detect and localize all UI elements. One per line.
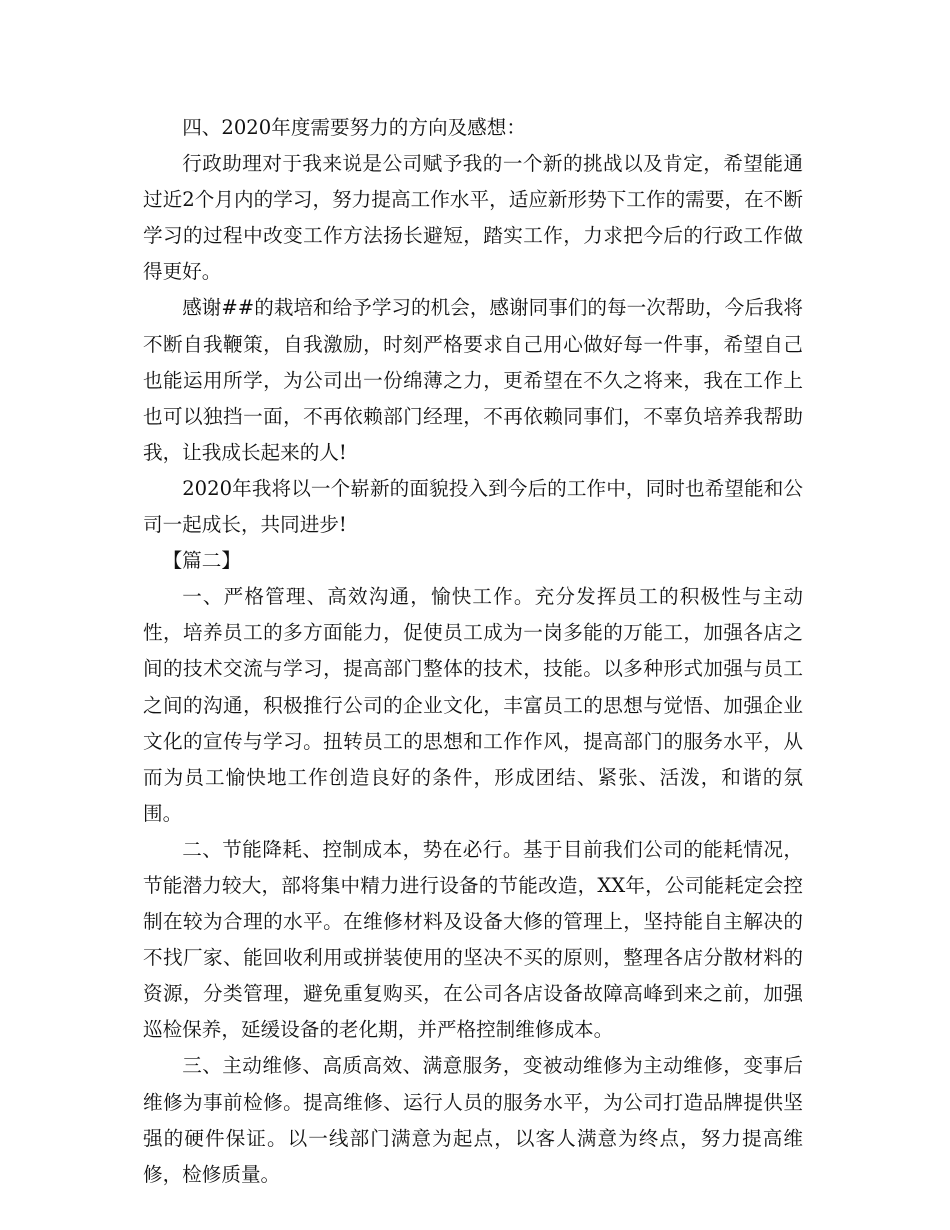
paragraph-2020-outlook: 2020年我将以一个崭新的面貌投入到今后的工作中，同时也希望能和公司一起成长，共同进步! bbox=[143, 476, 803, 537]
document-page bbox=[143, 110, 803, 1193]
section-title-part-two: 【篇二】 bbox=[162, 549, 241, 573]
paragraph-thanks: 感谢##的栽培和给予学习的机会，感谢同事们的每一次帮助，今后我将不断自我鞭策，自我激励，时刻严格要求自己用心做好每一件事，希望自己也能运用所学，为公司出一份绵薄之力，更希望在不久之将来，我在工作上也可以独挡一面，不再依赖部门经理，不再依赖同事们，不辜负培养我帮助我，让我成长起来的人! bbox=[143, 296, 803, 464]
paragraph-management: 一、严格管理、高效沟通，愉快工作。充分发挥员工的积极性与主动性，培养员工的多方面能力，促使员工成为一岗多能的万能工，加强各店之间的技术交流与学习，提高部门整体的技术，技能。以多种形式加强与员工之间的沟通，积极推行公司的企业文化，丰富员工的思想与觉悟、加强企业文化的宣传与学习。扭转员工的思想和工作作风，提高部门的服务水平，从而为员工愉快地工作创造良好的条件，形成团结、紧张、活泼，和谐的氛围。 bbox=[143, 585, 803, 825]
paragraph-maintenance: 三、主动维修、高质高效、满意服务，变被动维修为主动维修，变事后维修为事前检修。提高维修、运行人员的服务水平，为公司打造品牌提供坚强的硬件保证。以一线部门满意为起点，以客人满意为终点，努力提高维修，检修质量。 bbox=[143, 1054, 803, 1186]
paragraph-admin-assistant: 行政助理对于我来说是公司赋予我的一个新的挑战以及肯定，希望能通过近2个月内的学习，努力提高工作水平，适应新形势下工作的需要，在不断学习的过程中改变工作方法扬长避短，踏实工作，力求把今后的行政工作做得更好。 bbox=[143, 152, 803, 284]
paragraph-energy-saving: 二、节能降耗、控制成本，势在必行。基于目前我们公司的能耗情况，节能潜力较大，部将集中精力进行设备的节能改造，XX年，公司能耗定会控制在较为合理的水平。在维修材料及设备大修的管理上，坚持能自主解决的不找厂家、能回收利用或拼装使用的坚决不买的原则，整理各店分散材料的资源，分类管理，避免重复购买，在公司各店设备故障高峰到来之前，加强巡检保养，延缓设备的老化期，并严格控制维修成本。 bbox=[143, 837, 803, 1042]
section-heading-four: 四、2020年度需要努力的方向及感想： bbox=[182, 116, 526, 139]
